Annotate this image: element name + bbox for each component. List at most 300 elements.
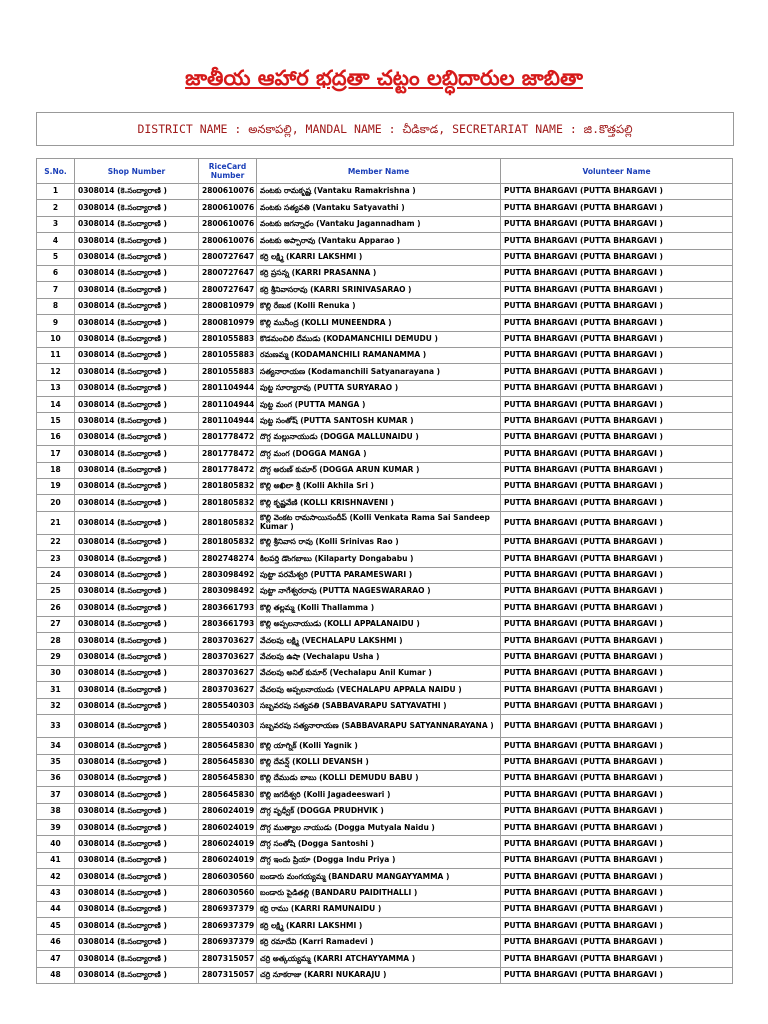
cell-member: దొగ్గ ఇందు ప్రియా (Dogga Indu Priya ): [257, 852, 501, 868]
cell-member: కిలపర్తి డొంగబాబు (Kilaparty Dongababu ): [257, 551, 501, 567]
cell-shop: 0308014 (కె.సంద్యారాణి ): [75, 446, 199, 462]
cell-shop: 0308014 (కె.సంద్యారాణి ): [75, 698, 199, 714]
cell-member: చర్రి నూకరాజు (KARRI NUKARAJU ): [257, 967, 501, 983]
table-row: [37, 282, 733, 298]
cell-volunteer: PUTTA BHARGAVI (PUTTA BHARGAVI ): [501, 787, 733, 803]
table-row: [37, 567, 733, 583]
cell-sno: 30: [37, 665, 75, 681]
cell-shop: 0308014 (కె.సంద్యారాణి ): [75, 885, 199, 901]
table-row: [37, 951, 733, 967]
table-row: [37, 347, 733, 363]
table-row: [37, 216, 733, 232]
cell-volunteer: PUTTA BHARGAVI (PUTTA BHARGAVI ): [501, 429, 733, 445]
cell-member: వంటకు అప్పారావు (Vantaku Apparao ): [257, 233, 501, 249]
cell-volunteer: PUTTA BHARGAVI (PUTTA BHARGAVI ): [501, 836, 733, 852]
cell-ricecard: 2801778472: [199, 429, 257, 445]
cell-sno: 11: [37, 347, 75, 363]
cell-member: పుట్ట సంతోష్ (PUTTA SANTOSH KUMAR ): [257, 413, 501, 429]
cell-shop: 0308014 (కె.సంద్యారాణి ): [75, 600, 199, 616]
cell-ricecard: 2801055883: [199, 364, 257, 380]
table-row: [37, 331, 733, 347]
table-row: [37, 682, 733, 698]
cell-member: కర్రి లక్ష్మి (KARRI LAKSHMI ): [257, 918, 501, 934]
cell-volunteer: PUTTA BHARGAVI (PUTTA BHARGAVI ): [501, 462, 733, 478]
cell-shop: 0308014 (కె.సంద్యారాణి ): [75, 200, 199, 216]
cell-sno: 33: [37, 715, 75, 738]
cell-ricecard: 2800727647: [199, 282, 257, 298]
cell-ricecard: 2805540303: [199, 715, 257, 738]
cell-sno: 17: [37, 446, 75, 462]
cell-sno: 2: [37, 200, 75, 216]
cell-shop: 0308014 (కె.సంద్యారాణి ): [75, 967, 199, 983]
cell-ricecard: 2805645830: [199, 754, 257, 770]
cell-ricecard: 2800610076: [199, 216, 257, 232]
cell-ricecard: 2806937379: [199, 934, 257, 950]
table-row: [37, 380, 733, 396]
cell-member: కర్రి లక్ష్మి (KARRI LAKSHMI ): [257, 249, 501, 265]
cell-volunteer: PUTTA BHARGAVI (PUTTA BHARGAVI ): [501, 583, 733, 599]
cell-ricecard: 2803703627: [199, 682, 257, 698]
cell-member: కొల్లి వెంకట రామసాయిసందీప్ (Kolli Venkata Rama Sai Sandeep Kumar ): [257, 511, 501, 534]
cell-ricecard: 2803703627: [199, 633, 257, 649]
cell-sno: 13: [37, 380, 75, 396]
table-row: [37, 413, 733, 429]
cell-ricecard: 2807315057: [199, 951, 257, 967]
cell-member: సత్యనారాయణ (Kodamanchili Satyanarayana ): [257, 364, 501, 380]
cell-member: కర్రి రాము (KARRI RAMUNAIDU ): [257, 902, 501, 918]
cell-sno: 22: [37, 534, 75, 550]
cell-volunteer: PUTTA BHARGAVI (PUTTA BHARGAVI ): [501, 682, 733, 698]
cell-sno: 9: [37, 315, 75, 331]
cell-member: కర్రి శ్రీనివాసరావు (KARRI SRINIVASARAO ): [257, 282, 501, 298]
cell-ricecard: 2805540303: [199, 698, 257, 714]
table-row: [37, 836, 733, 852]
cell-shop: 0308014 (కె.సంద్యారాణి ): [75, 511, 199, 534]
cell-volunteer: PUTTA BHARGAVI (PUTTA BHARGAVI ): [501, 347, 733, 363]
cell-sno: 37: [37, 787, 75, 803]
col-header-ricecard: RiceCard Number: [199, 159, 257, 184]
cell-ricecard: 2803098492: [199, 583, 257, 599]
cell-volunteer: PUTTA BHARGAVI (PUTTA BHARGAVI ): [501, 967, 733, 983]
table-row: [37, 200, 733, 216]
col-header-member: Member Name: [257, 159, 501, 184]
cell-member: వేచలపు లక్ష్మి (VECHALAPU LAKSHMI ): [257, 633, 501, 649]
cell-sno: 3: [37, 216, 75, 232]
cell-shop: 0308014 (కె.సంద్యారాణి ): [75, 331, 199, 347]
cell-member: కొల్లి రేణుక (Kolli Renuka ): [257, 298, 501, 314]
cell-sno: 18: [37, 462, 75, 478]
cell-volunteer: PUTTA BHARGAVI (PUTTA BHARGAVI ): [501, 633, 733, 649]
cell-ricecard: 2803098492: [199, 567, 257, 583]
table-row: [37, 885, 733, 901]
cell-volunteer: PUTTA BHARGAVI (PUTTA BHARGAVI ): [501, 534, 733, 550]
cell-shop: 0308014 (కె.సంద్యారాణి ): [75, 298, 199, 314]
cell-sno: 36: [37, 770, 75, 786]
cell-sno: 35: [37, 754, 75, 770]
cell-shop: 0308014 (కె.సంద్యారాణి ): [75, 397, 199, 413]
cell-volunteer: PUTTA BHARGAVI (PUTTA BHARGAVI ): [501, 413, 733, 429]
cell-volunteer: PUTTA BHARGAVI (PUTTA BHARGAVI ): [501, 918, 733, 934]
cell-sno: 45: [37, 918, 75, 934]
cell-member: పుట్ట సూర్యారావు (PUTTA SURYARAO ): [257, 380, 501, 396]
cell-sno: 28: [37, 633, 75, 649]
cell-shop: 0308014 (కె.సంద్యారాణి ): [75, 902, 199, 918]
cell-ricecard: 2806024019: [199, 852, 257, 868]
cell-shop: 0308014 (కె.సంద్యారాణి ): [75, 184, 199, 200]
cell-sno: 47: [37, 951, 75, 967]
cell-ricecard: 2802748274: [199, 551, 257, 567]
cell-member: కొల్లి అఖిలా శ్రీ (Kolli Akhila Sri ): [257, 479, 501, 495]
cell-shop: 0308014 (కె.సంద్యారాణి ): [75, 918, 199, 934]
cell-shop: 0308014 (కె.సంద్యారాణి ): [75, 665, 199, 681]
cell-sno: 42: [37, 869, 75, 885]
cell-shop: 0308014 (కె.సంద్యారాణి ): [75, 380, 199, 396]
table-row: [37, 633, 733, 649]
cell-volunteer: PUTTA BHARGAVI (PUTTA BHARGAVI ): [501, 184, 733, 200]
cell-volunteer: PUTTA BHARGAVI (PUTTA BHARGAVI ): [501, 934, 733, 950]
cell-volunteer: PUTTA BHARGAVI (PUTTA BHARGAVI ): [501, 649, 733, 665]
cell-volunteer: PUTTA BHARGAVI (PUTTA BHARGAVI ): [501, 331, 733, 347]
cell-sno: 34: [37, 738, 75, 754]
table-row: [37, 902, 733, 918]
table-row: [37, 738, 733, 754]
cell-shop: 0308014 (కె.సంద్యారాణి ): [75, 649, 199, 665]
cell-sno: 38: [37, 803, 75, 819]
cell-sno: 39: [37, 820, 75, 836]
cell-volunteer: PUTTA BHARGAVI (PUTTA BHARGAVI ): [501, 770, 733, 786]
cell-member: కర్రి ప్రసన్న (KARRI PRASANNA ): [257, 265, 501, 281]
location-header-text: DISTRICT NAME : అనకాపల్లి, MANDAL NAME : చీడికాడ, SECRETARIAT NAME : జి.కొత్తపల్లి: [137, 122, 633, 136]
table-row: [37, 495, 733, 511]
cell-ricecard: 2801805832: [199, 495, 257, 511]
cell-sno: 29: [37, 649, 75, 665]
cell-sno: 8: [37, 298, 75, 314]
table-row: [37, 315, 733, 331]
table-row: [37, 934, 733, 950]
cell-volunteer: PUTTA BHARGAVI (PUTTA BHARGAVI ): [501, 233, 733, 249]
table-row: [37, 852, 733, 868]
table-row: [37, 967, 733, 983]
cell-sno: 4: [37, 233, 75, 249]
cell-sno: 5: [37, 249, 75, 265]
cell-member: దొగ్గ అరుణ్ కుమార్ (DOGGA ARUN KUMAR ): [257, 462, 501, 478]
cell-sno: 14: [37, 397, 75, 413]
cell-ricecard: 2807315057: [199, 967, 257, 983]
cell-volunteer: PUTTA BHARGAVI (PUTTA BHARGAVI ): [501, 698, 733, 714]
cell-sno: 15: [37, 413, 75, 429]
table-row: [37, 803, 733, 819]
cell-member: కొల్లి దేముడు బాబు (KOLLI DEMUDU BABU ): [257, 770, 501, 786]
cell-volunteer: PUTTA BHARGAVI (PUTTA BHARGAVI ): [501, 397, 733, 413]
cell-shop: 0308014 (కె.సంద్యారాణి ): [75, 715, 199, 738]
cell-shop: 0308014 (కె.సంద్యారాణి ): [75, 738, 199, 754]
cell-member: సబ్బవరపు సత్యవతి (SABBAVARAPU SATYAVATHI ): [257, 698, 501, 714]
cell-member: దొగ్గ ముత్యాల నాయుడు (Dogga Mutyala Naidu ): [257, 820, 501, 836]
cell-volunteer: PUTTA BHARGAVI (PUTTA BHARGAVI ): [501, 479, 733, 495]
cell-ricecard: 2806024019: [199, 803, 257, 819]
table-row: [37, 715, 733, 738]
table-row: [37, 616, 733, 632]
cell-ricecard: 2801805832: [199, 511, 257, 534]
table-row: [37, 649, 733, 665]
cell-shop: 0308014 (కె.సంద్యారాణి ): [75, 233, 199, 249]
cell-volunteer: PUTTA BHARGAVI (PUTTA BHARGAVI ): [501, 803, 733, 819]
cell-shop: 0308014 (కె.సంద్యారాణి ): [75, 583, 199, 599]
cell-shop: 0308014 (కె.సంద్యారాణి ): [75, 934, 199, 950]
cell-shop: 0308014 (కె.సంద్యారాణి ): [75, 770, 199, 786]
cell-member: వంటకు రామకృష్ణ (Vantaku Ramakrishna ): [257, 184, 501, 200]
cell-ricecard: 2806024019: [199, 820, 257, 836]
col-header-volunteer: Volunteer Name: [501, 159, 733, 184]
cell-member: వేచలపు అప్పలనాయుడు (VECHALAPU APPALA NAIDU ): [257, 682, 501, 698]
table-row: [37, 429, 733, 445]
table-row: [37, 462, 733, 478]
cell-ricecard: 2801805832: [199, 534, 257, 550]
cell-shop: 0308014 (కె.సంద్యారాణి ): [75, 479, 199, 495]
cell-member: పుట్టా పరమేశ్వరి (PUTTA PARAMESWARI ): [257, 567, 501, 583]
cell-ricecard: 2801104944: [199, 380, 257, 396]
cell-member: వేచలపు ఉషా (Vechalapu Usha ): [257, 649, 501, 665]
cell-volunteer: PUTTA BHARGAVI (PUTTA BHARGAVI ): [501, 265, 733, 281]
table-row: [37, 298, 733, 314]
table-row: [37, 233, 733, 249]
cell-member: పుట్టా నాగేశ్వరరావు (PUTTA NAGESWARARAO ): [257, 583, 501, 599]
cell-member: వంటకు సత్యవతి (Vantaku Satyavathi ): [257, 200, 501, 216]
cell-shop: 0308014 (కె.సంద్యారాణి ): [75, 282, 199, 298]
cell-ricecard: 2801055883: [199, 347, 257, 363]
cell-ricecard: 2803703627: [199, 665, 257, 681]
table-row: [37, 551, 733, 567]
cell-sno: 19: [37, 479, 75, 495]
cell-member: సబ్బవరపు సత్యనారాయణ (SABBAVARAPU SATYANNARAYANA ): [257, 715, 501, 738]
table-row: [37, 534, 733, 550]
cell-member: కొల్లి జగదీశ్వరి (Kolli Jagadeeswari ): [257, 787, 501, 803]
cell-sno: 23: [37, 551, 75, 567]
cell-shop: 0308014 (కె.సంద్యారాణి ): [75, 364, 199, 380]
table-row: [37, 918, 733, 934]
cell-volunteer: PUTTA BHARGAVI (PUTTA BHARGAVI ): [501, 446, 733, 462]
table-row: [37, 600, 733, 616]
cell-member: రమణమ్మ (KODAMANCHILI RAMANAMMA ): [257, 347, 501, 363]
cell-ricecard: 2800610076: [199, 200, 257, 216]
cell-shop: 0308014 (కె.సంద్యారాణి ): [75, 803, 199, 819]
cell-shop: 0308014 (కె.సంద్యారాణి ): [75, 347, 199, 363]
cell-sno: 25: [37, 583, 75, 599]
cell-shop: 0308014 (కె.సంద్యారాణి ): [75, 534, 199, 550]
cell-volunteer: PUTTA BHARGAVI (PUTTA BHARGAVI ): [501, 852, 733, 868]
cell-sno: 41: [37, 852, 75, 868]
cell-volunteer: PUTTA BHARGAVI (PUTTA BHARGAVI ): [501, 364, 733, 380]
cell-sno: 6: [37, 265, 75, 281]
table-row: [37, 820, 733, 836]
cell-ricecard: 2801778472: [199, 446, 257, 462]
cell-ricecard: 2806937379: [199, 918, 257, 934]
table-row: [37, 397, 733, 413]
cell-volunteer: PUTTA BHARGAVI (PUTTA BHARGAVI ): [501, 715, 733, 738]
cell-sno: 20: [37, 495, 75, 511]
cell-ricecard: 2806030560: [199, 869, 257, 885]
cell-shop: 0308014 (కె.సంద్యారాణి ): [75, 413, 199, 429]
beneficiary-table: [36, 158, 733, 984]
cell-ricecard: 2803703627: [199, 649, 257, 665]
cell-shop: 0308014 (కె.సంద్యారాణి ): [75, 852, 199, 868]
cell-volunteer: PUTTA BHARGAVI (PUTTA BHARGAVI ): [501, 249, 733, 265]
table-row: [37, 479, 733, 495]
cell-ricecard: 2805645830: [199, 770, 257, 786]
table-body: [37, 184, 733, 984]
cell-ricecard: 2800810979: [199, 315, 257, 331]
table-row: [37, 698, 733, 714]
cell-sno: 46: [37, 934, 75, 950]
cell-shop: 0308014 (కె.సంద్యారాణి ): [75, 682, 199, 698]
cell-ricecard: 2800727647: [199, 249, 257, 265]
cell-shop: 0308014 (కె.సంద్యారాణి ): [75, 836, 199, 852]
cell-sno: 48: [37, 967, 75, 983]
cell-ricecard: 2806030560: [199, 885, 257, 901]
table-row: [37, 364, 733, 380]
cell-member: కర్రి రమాదేవి (Karri Ramadevi ): [257, 934, 501, 950]
table-row: [37, 869, 733, 885]
cell-volunteer: PUTTA BHARGAVI (PUTTA BHARGAVI ): [501, 315, 733, 331]
cell-volunteer: PUTTA BHARGAVI (PUTTA BHARGAVI ): [501, 495, 733, 511]
table-row: [37, 770, 733, 786]
table-row: [37, 754, 733, 770]
cell-member: బండారు పైడితల్లి (BANDARU PAIDITHALLI ): [257, 885, 501, 901]
table-row: [37, 446, 733, 462]
cell-volunteer: PUTTA BHARGAVI (PUTTA BHARGAVI ): [501, 665, 733, 681]
cell-member: దొగ్గ సంతోషి (Dogga Santoshi ): [257, 836, 501, 852]
table-row: [37, 265, 733, 281]
cell-volunteer: PUTTA BHARGAVI (PUTTA BHARGAVI ): [501, 200, 733, 216]
cell-sno: 26: [37, 600, 75, 616]
cell-volunteer: PUTTA BHARGAVI (PUTTA BHARGAVI ): [501, 282, 733, 298]
cell-volunteer: PUTTA BHARGAVI (PUTTA BHARGAVI ): [501, 754, 733, 770]
cell-member: కొల్లి మునీంద్ర (KOLLI MUNEENDRA ): [257, 315, 501, 331]
cell-ricecard: 2801104944: [199, 397, 257, 413]
cell-shop: 0308014 (కె.సంద్యారాణి ): [75, 869, 199, 885]
cell-ricecard: 2801055883: [199, 331, 257, 347]
cell-volunteer: PUTTA BHARGAVI (PUTTA BHARGAVI ): [501, 380, 733, 396]
cell-shop: 0308014 (కె.సంద్యారాణి ): [75, 551, 199, 567]
cell-ricecard: 2800810979: [199, 298, 257, 314]
cell-shop: 0308014 (కె.సంద్యారాణి ): [75, 951, 199, 967]
cell-shop: 0308014 (కె.సంద్యారాణి ): [75, 265, 199, 281]
cell-member: వంటకు జగన్నాధం (Vantaku Jagannadham ): [257, 216, 501, 232]
cell-ricecard: 2805645830: [199, 738, 257, 754]
cell-sno: 16: [37, 429, 75, 445]
cell-member: బండారు మంగయ్యమ్మ (BANDARU MANGAYYAMMA ): [257, 869, 501, 885]
cell-sno: 12: [37, 364, 75, 380]
cell-member: కొల్లి అప్పలనాయుడు (KOLLI APPALANAIDU ): [257, 616, 501, 632]
cell-sno: 31: [37, 682, 75, 698]
cell-shop: 0308014 (కె.సంద్యారాణి ): [75, 495, 199, 511]
cell-sno: 24: [37, 567, 75, 583]
table-row: [37, 184, 733, 200]
cell-ricecard: 2801104944: [199, 413, 257, 429]
location-header-box: [36, 112, 734, 146]
cell-volunteer: PUTTA BHARGAVI (PUTTA BHARGAVI ): [501, 567, 733, 583]
col-header-sno: S.No.: [37, 159, 75, 184]
cell-shop: 0308014 (కె.సంద్యారాణి ): [75, 787, 199, 803]
cell-volunteer: PUTTA BHARGAVI (PUTTA BHARGAVI ): [501, 600, 733, 616]
cell-member: కొల్లి దేవన్ష్ (KOLLI DEVANSH ): [257, 754, 501, 770]
cell-volunteer: PUTTA BHARGAVI (PUTTA BHARGAVI ): [501, 902, 733, 918]
cell-volunteer: PUTTA BHARGAVI (PUTTA BHARGAVI ): [501, 869, 733, 885]
cell-shop: 0308014 (కె.సంద్యారాణి ): [75, 820, 199, 836]
page-title-text: జాతీయ ఆహార భద్రతా చట్టం లబ్ధిదారుల జాబితా: [185, 66, 583, 90]
cell-sno: 1: [37, 184, 75, 200]
cell-shop: 0308014 (కె.సంద్యారాణి ): [75, 754, 199, 770]
table-row: [37, 583, 733, 599]
cell-member: కొల్లి కృష్ణవేణి (KOLLI KRISHNAVENI ): [257, 495, 501, 511]
cell-member: కొల్లి తల్లమ్మ (Kolli Thallamma ): [257, 600, 501, 616]
cell-shop: 0308014 (కె.సంద్యారాణి ): [75, 216, 199, 232]
cell-shop: 0308014 (కె.సంద్యారాణి ): [75, 249, 199, 265]
cell-member: వేచలపు అనిల్ కుమార్ (Vechalapu Anil Kumar ): [257, 665, 501, 681]
cell-volunteer: PUTTA BHARGAVI (PUTTA BHARGAVI ): [501, 216, 733, 232]
cell-volunteer: PUTTA BHARGAVI (PUTTA BHARGAVI ): [501, 951, 733, 967]
cell-sno: 40: [37, 836, 75, 852]
cell-ricecard: 2801805832: [199, 479, 257, 495]
cell-ricecard: 2803661793: [199, 600, 257, 616]
page-title: [0, 66, 768, 96]
cell-shop: 0308014 (కె.సంద్యారాణి ): [75, 462, 199, 478]
col-header-shop: Shop Number: [75, 159, 199, 184]
cell-member: దొగ్గ పృధ్వీక్ (DOGGA PRUDHVIK ): [257, 803, 501, 819]
cell-shop: 0308014 (కె.సంద్యారాణి ): [75, 315, 199, 331]
cell-member: కొడమంచిలి దేముడు (KODAMANCHILI DEMUDU ): [257, 331, 501, 347]
cell-ricecard: 2800610076: [199, 184, 257, 200]
cell-volunteer: PUTTA BHARGAVI (PUTTA BHARGAVI ): [501, 511, 733, 534]
table-row: [37, 665, 733, 681]
cell-shop: 0308014 (కె.సంద్యారాణి ): [75, 616, 199, 632]
cell-ricecard: 2805645830: [199, 787, 257, 803]
cell-volunteer: PUTTA BHARGAVI (PUTTA BHARGAVI ): [501, 551, 733, 567]
table-row: [37, 511, 733, 534]
cell-shop: 0308014 (కె.సంద్యారాణి ): [75, 633, 199, 649]
cell-sno: 10: [37, 331, 75, 347]
cell-member: దొగ్గ మంగ (DOGGA MANGA ): [257, 446, 501, 462]
cell-ricecard: 2803661793: [199, 616, 257, 632]
cell-sno: 44: [37, 902, 75, 918]
cell-member: కొల్లి శ్రీనివాస రావు (Kolli Srinivas Rao ): [257, 534, 501, 550]
cell-member: కొల్లి యాగ్నిక్ (Kolli Yagnik ): [257, 738, 501, 754]
cell-sno: 32: [37, 698, 75, 714]
cell-volunteer: PUTTA BHARGAVI (PUTTA BHARGAVI ): [501, 298, 733, 314]
table-row: [37, 249, 733, 265]
cell-volunteer: PUTTA BHARGAVI (PUTTA BHARGAVI ): [501, 820, 733, 836]
cell-volunteer: PUTTA BHARGAVI (PUTTA BHARGAVI ): [501, 616, 733, 632]
cell-member: పుట్ట మంగ (PUTTA MANGA ): [257, 397, 501, 413]
cell-ricecard: 2801778472: [199, 462, 257, 478]
cell-member: దొగ్గ మల్లునాయుడు (DOGGA MALLUNAIDU ): [257, 429, 501, 445]
cell-sno: 43: [37, 885, 75, 901]
cell-volunteer: PUTTA BHARGAVI (PUTTA BHARGAVI ): [501, 885, 733, 901]
cell-member: చర్రి అత్కయ్యమ్మ (KARRI ATCHAYYAMMA ): [257, 951, 501, 967]
cell-volunteer: PUTTA BHARGAVI (PUTTA BHARGAVI ): [501, 738, 733, 754]
cell-ricecard: 2800610076: [199, 233, 257, 249]
cell-ricecard: 2806937379: [199, 902, 257, 918]
cell-sno: 27: [37, 616, 75, 632]
cell-shop: 0308014 (కె.సంద్యారాణి ): [75, 567, 199, 583]
cell-ricecard: 2806024019: [199, 836, 257, 852]
cell-sno: 7: [37, 282, 75, 298]
beneficiary-table-wrapper: [36, 158, 732, 984]
cell-shop: 0308014 (కె.సంద్యారాణి ): [75, 429, 199, 445]
table-header-row: [37, 159, 733, 184]
cell-sno: 21: [37, 511, 75, 534]
table-row: [37, 787, 733, 803]
